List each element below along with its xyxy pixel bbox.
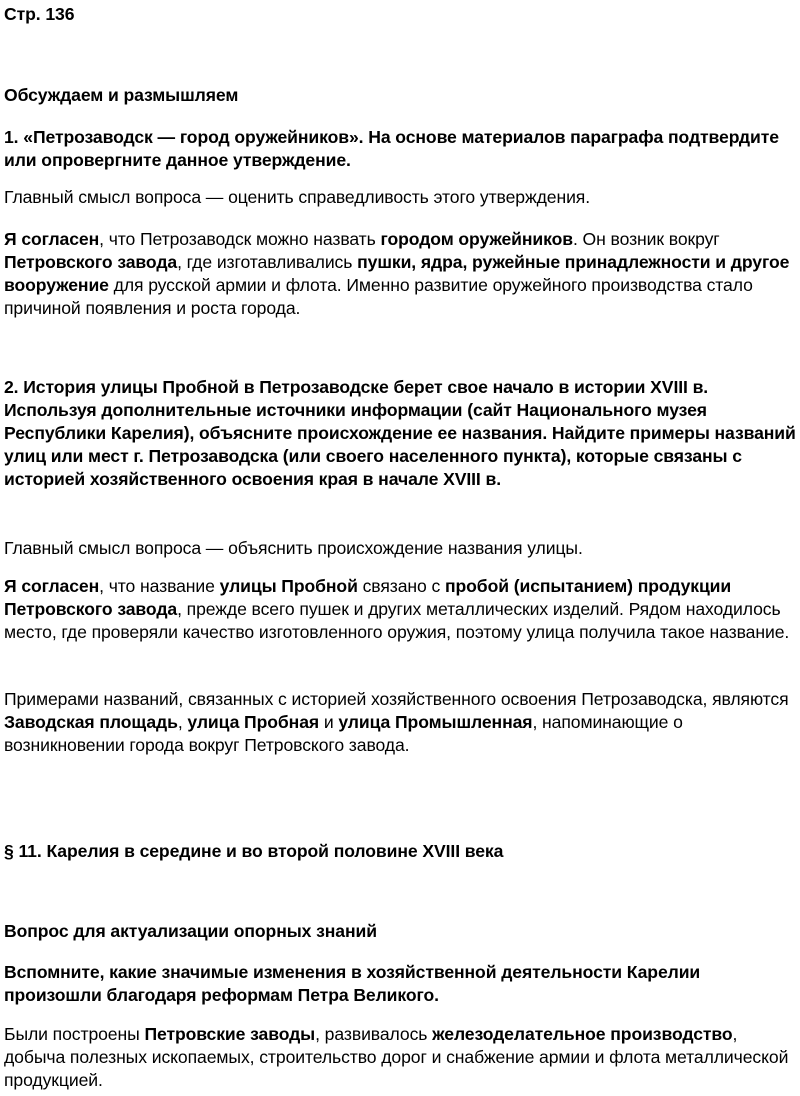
answer-text: , добыча полезных ископаемых, строительство дорог и снабжение армии и флота металлической продукцией. bbox=[4, 1024, 789, 1090]
question-1: 1. «Петрозаводск — город оружейников». На основе материалов параграфа подтвердите или опровергните данное утверждение. bbox=[4, 127, 779, 170]
answer-text: , что Петрозаводск можно назвать bbox=[99, 229, 381, 249]
answer-bold-text: пробой (испытанием) продукции Петровского завода bbox=[4, 576, 732, 619]
answer-bold-text: железоделательное производство bbox=[432, 1024, 733, 1044]
answer-text: для русской армии и флота. Именно развитие оружейного производства стало причиной появления и роста города. bbox=[4, 275, 753, 318]
answer-text: . Он возник вокруг bbox=[572, 229, 720, 249]
question-2-answer-2 bbox=[4, 688, 800, 757]
question-2-answer-1 bbox=[4, 575, 800, 644]
answer-bold-text: улица Промышленная bbox=[338, 712, 533, 732]
question-2-meaning: Главный смысл вопроса — объяснить происхождение названия улицы. bbox=[4, 538, 583, 558]
question-3: Вспомните, какие значимые изменения в хозяйственной деятельности Карелии произошли благодаря реформам Петра Великого. bbox=[4, 962, 701, 1005]
answer-text: связано с bbox=[357, 576, 445, 596]
answer-text: и bbox=[319, 712, 339, 732]
answer-text: , что название bbox=[99, 576, 220, 596]
answer-bold-text: Петровского завода bbox=[4, 252, 178, 272]
answer-bold-text: Я согласен bbox=[4, 229, 100, 249]
answer-bold-text: пушки, ядра, ружейные принадлежности и другое вооружение bbox=[4, 252, 790, 295]
answer-text: Были построены bbox=[4, 1024, 145, 1044]
question-2: 2. История улицы Пробной в Петрозаводске берет свое начало в истории XVIII в. Используя дополнительные источники информации (сайт Национального музея Республики Карелия), объясните происхождение ее названия. Найдите примеры названий улиц или мест г. Петрозаводска (или своего населенного пункта), которые связаны с историей хозяйственного освоения края в начале XVIII в. bbox=[4, 377, 796, 489]
section-heading-discuss: Обсуждаем и размышляем bbox=[4, 85, 239, 105]
answer-text: , где изготавливались bbox=[177, 252, 358, 272]
answer-text: , развивалось bbox=[315, 1024, 433, 1044]
answer-bold-text: Я согласен bbox=[4, 576, 100, 596]
answer-bold-text: городом оружейников bbox=[380, 229, 573, 249]
answer-bold-text: улицы Пробной bbox=[219, 576, 358, 596]
answer-text: , прежде всего пушек и других металлических изделий. Рядом находилось место, где проверяли качество изготовленного оружия, поэтому улица получила такое название. bbox=[4, 599, 790, 642]
page-label: Стр. 136 bbox=[4, 4, 75, 24]
section-heading-actualization: Вопрос для актуализации опорных знаний bbox=[4, 921, 377, 941]
question-1-meaning: Главный смысл вопроса — оценить справедливость этого утверждения. bbox=[4, 187, 591, 207]
answer-bold-text: улица Пробная bbox=[187, 712, 320, 732]
answer-text: , напоминающие о возникновении города вокруг Петровского завода. bbox=[4, 712, 683, 755]
question-3-answer bbox=[4, 1023, 800, 1092]
answer-bold-text: Заводская площадь bbox=[4, 712, 178, 732]
question-1-answer bbox=[4, 228, 800, 320]
section-heading-paragraph-11: § 11. Карелия в середине и во второй половине XVIII века bbox=[4, 841, 504, 861]
answer-text: , bbox=[177, 712, 188, 732]
answer-bold-text: Петровские заводы bbox=[144, 1024, 316, 1044]
answer-text: Примерами названий, связанных с историей хозяйственного освоения Петрозаводска, являются bbox=[4, 689, 789, 709]
